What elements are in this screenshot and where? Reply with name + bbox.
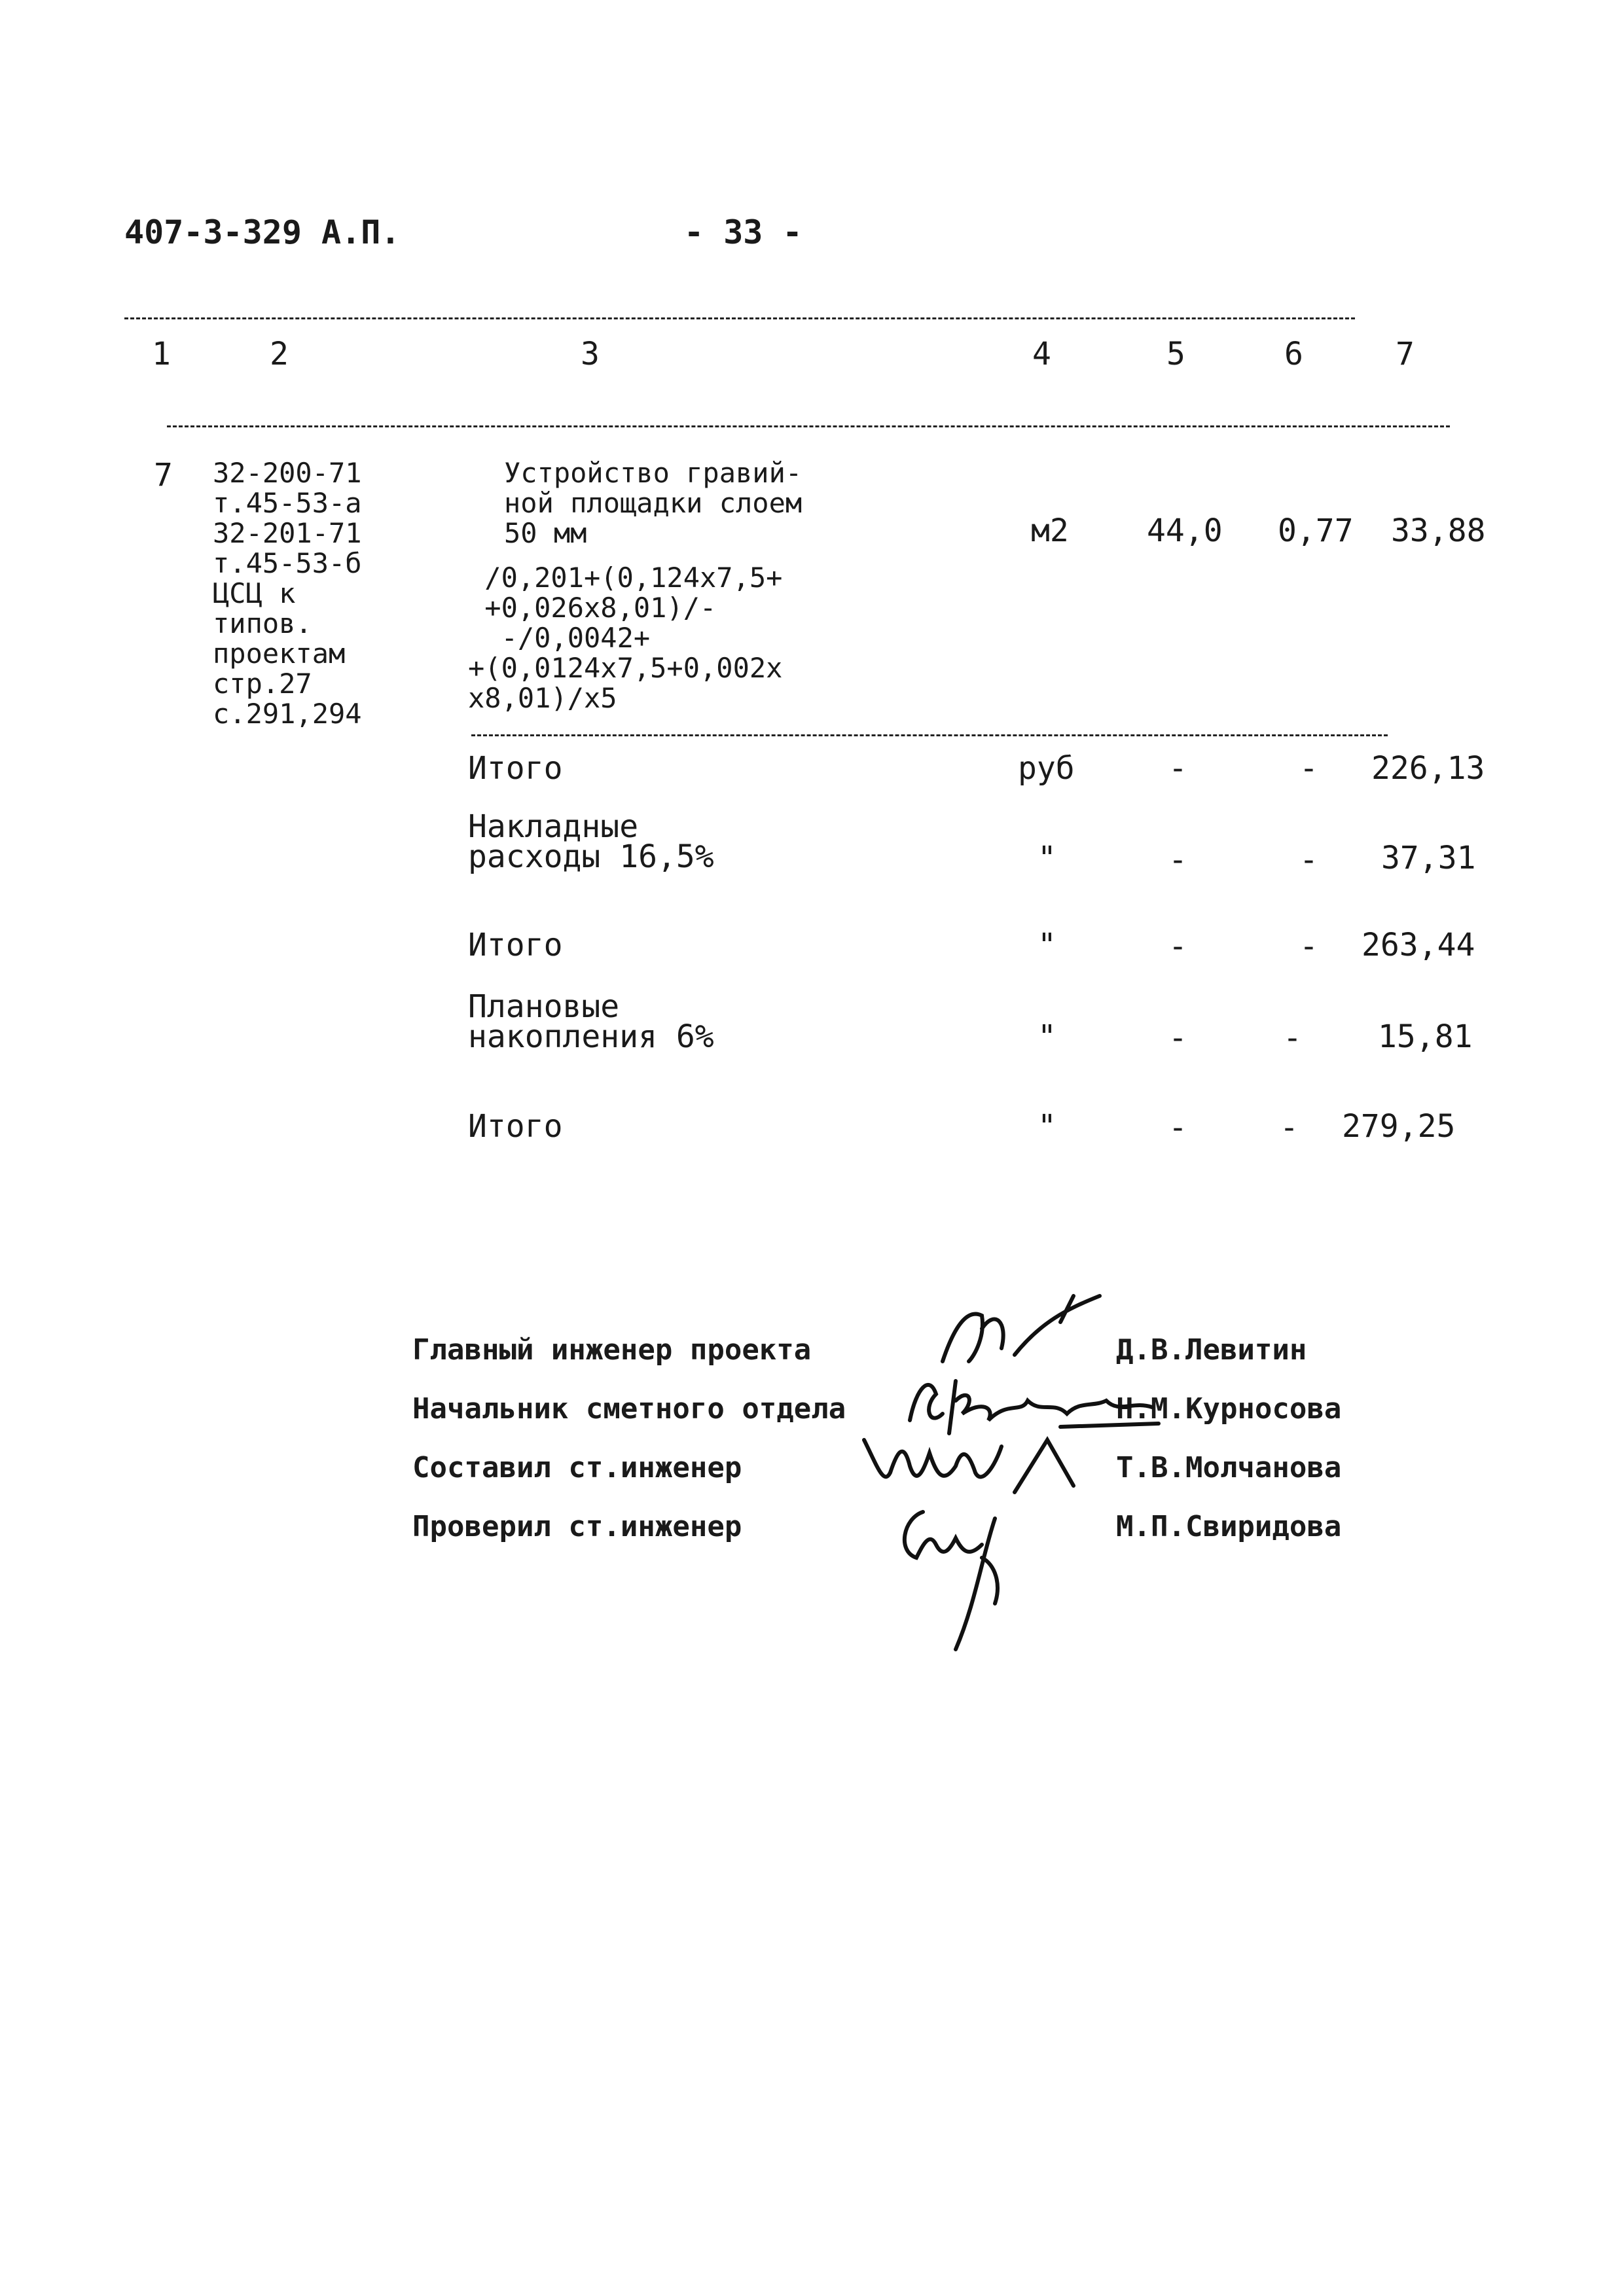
summary-col5: -: [1168, 928, 1187, 965]
summary-col5: -: [1168, 750, 1187, 787]
summary-unit: ": [1038, 927, 1056, 963]
row-formula: /0,201+(0,124x7,5+ +0,026x8,01)/- -/0,0042+ +(0,0124x7,5+0,002x x8,01)/x5: [468, 562, 783, 714]
signature-name: Н.М.Курносова: [1116, 1392, 1342, 1426]
summary-col5: -: [1168, 842, 1187, 878]
column-header-1: 1: [152, 336, 171, 372]
column-header-4: 4: [1032, 336, 1051, 372]
summary-label: Итого: [468, 927, 563, 963]
summary-value: 15,81: [1378, 1018, 1473, 1055]
document-code: 407-3-329 А.П.: [124, 213, 401, 251]
summary-value: 263,44: [1362, 927, 1475, 963]
summary-unit: руб: [1018, 750, 1075, 787]
summary-col5: -: [1168, 1020, 1187, 1056]
top-rule: [124, 317, 1355, 319]
summary-col5: -: [1168, 1109, 1187, 1146]
row-codes: 32-200-71 т.45-53-а 32-201-71 т.45-53-б ЦСЦ к типов. проектам стр.27 с.291,294: [213, 457, 362, 730]
summary-unit: ": [1038, 1018, 1056, 1055]
signature-name: Д.В.Левитин: [1116, 1333, 1307, 1367]
signature-name: Т.В.Молчанова: [1116, 1451, 1342, 1484]
summary-value: 37,31: [1381, 840, 1476, 876]
summary-label: Плановые накопления 6%: [468, 988, 714, 1055]
row-price: 0,77: [1278, 512, 1354, 549]
summary-label: Итого: [468, 750, 563, 787]
header-bottom-rule: [167, 425, 1450, 427]
signature-role: Главный инженер проекта: [412, 1333, 812, 1367]
summary-label: Итого: [468, 1108, 563, 1145]
column-header-6: 6: [1284, 336, 1303, 372]
row-description: Устройство гравий- ной площадки слоем 50 мм: [504, 457, 803, 549]
column-header-3: 3: [581, 336, 600, 372]
handwritten-signature-levitin: [929, 1283, 1126, 1374]
handwritten-signature-molchanova: [851, 1414, 1100, 1505]
page-number: - 33 -: [684, 213, 803, 251]
signature-role: Начальник сметного отдела: [412, 1392, 846, 1426]
row-unit: м2: [1031, 512, 1069, 549]
summary-value: 226,13: [1371, 750, 1485, 787]
summary-unit: ": [1038, 1108, 1056, 1145]
handwritten-signature-sviridova: [884, 1492, 1041, 1662]
summary-col6: -: [1299, 750, 1318, 787]
summary-col6: -: [1299, 842, 1318, 878]
column-header-2: 2: [270, 336, 289, 372]
summary-value: 279,25: [1342, 1108, 1456, 1145]
summary-col6: -: [1280, 1109, 1299, 1146]
summary-unit: ": [1038, 840, 1056, 876]
row-total: 33,88: [1391, 512, 1486, 549]
column-header-7: 7: [1396, 336, 1415, 372]
row-quantity: 44,0: [1147, 512, 1223, 549]
row-number: 7: [154, 457, 173, 493]
column-header-5: 5: [1166, 336, 1185, 372]
signature-role: Проверил ст.инженер: [412, 1510, 742, 1543]
summary-label: Накладные расходы 16,5%: [468, 808, 714, 875]
signature-role: Составил ст.инженер: [412, 1451, 742, 1484]
summary-col6: -: [1283, 1020, 1302, 1056]
row-bottom-rule: [471, 734, 1388, 736]
summary-col6: -: [1299, 928, 1318, 965]
signature-name: М.П.Свиридова: [1116, 1510, 1342, 1543]
